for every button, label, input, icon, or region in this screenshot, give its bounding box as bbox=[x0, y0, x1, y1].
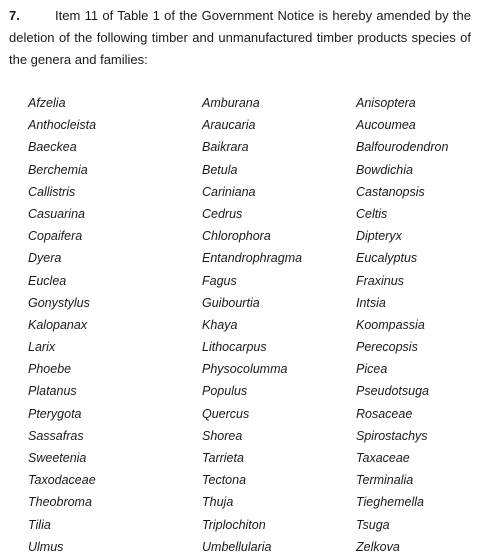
species-name: Lithocarpus bbox=[202, 340, 267, 355]
species-name: Anisoptera bbox=[356, 96, 416, 110]
species-name: Anthocleista bbox=[28, 118, 97, 133]
species-column-2 bbox=[202, 92, 302, 558]
species-name: Aucoumea bbox=[356, 118, 416, 133]
species-name: Sweetenia bbox=[28, 451, 87, 465]
species-name: Copaifera bbox=[28, 229, 83, 244]
species-name: Tilia bbox=[28, 517, 51, 532]
species-name: Rosaceae bbox=[356, 406, 413, 421]
species-name: Afzelia bbox=[28, 96, 66, 110]
species-name: Larix bbox=[28, 340, 56, 355]
species-column-1 bbox=[28, 92, 96, 558]
species-name: Eucalyptus bbox=[356, 251, 418, 266]
species-name: Callistris bbox=[28, 184, 76, 199]
species-name: Euclea bbox=[28, 273, 67, 288]
species-name: Umbellularia bbox=[202, 539, 272, 554]
species-name: Gonystylus bbox=[28, 295, 90, 310]
species-name: Baeckea bbox=[28, 140, 77, 155]
amendment-text-block bbox=[9, 5, 471, 71]
species-name: Araucaria bbox=[202, 118, 256, 133]
species-name: Intsia bbox=[356, 295, 386, 310]
paragraph-number: 7. bbox=[9, 8, 20, 23]
species-name: Taxodaceae bbox=[28, 473, 96, 488]
species-name: Guibourtia bbox=[202, 295, 260, 310]
species-name: Tieghemella bbox=[356, 495, 424, 510]
species-name: Khaya bbox=[202, 317, 238, 332]
species-name: Quercus bbox=[202, 406, 250, 421]
species-name: Dyera bbox=[28, 251, 62, 266]
species-name: Taxaceae bbox=[356, 451, 410, 465]
species-name: Picea bbox=[356, 362, 388, 377]
species-name: Phoebe bbox=[28, 362, 72, 377]
species-name: Sassafras bbox=[28, 428, 84, 443]
species-name: Ulmus bbox=[28, 539, 64, 554]
species-name: Tsuga bbox=[356, 517, 390, 532]
species-name: Berchemia bbox=[28, 162, 88, 177]
species-name: Kalopanax bbox=[28, 317, 88, 332]
species-name: Tarrieta bbox=[202, 451, 244, 465]
species-name: Populus bbox=[202, 384, 248, 399]
species-name: Perecopsis bbox=[356, 340, 418, 355]
species-name: Spirostachys bbox=[356, 428, 428, 443]
species-name: Betula bbox=[202, 162, 238, 177]
species-name: Koompassia bbox=[356, 317, 425, 332]
species-name: Bowdichia bbox=[356, 162, 413, 177]
amendment-paragraph bbox=[9, 5, 471, 71]
species-name: Physocolumma bbox=[202, 362, 288, 377]
species-name: Casuarina bbox=[28, 206, 85, 221]
species-name: Tectona bbox=[202, 473, 247, 488]
species-name: Theobroma bbox=[28, 495, 92, 510]
species-name: Shorea bbox=[202, 428, 243, 443]
species-name: Terminalia bbox=[356, 473, 414, 488]
species-name: Platanus bbox=[28, 384, 77, 399]
species-name: Dipteryx bbox=[356, 229, 402, 244]
species-name: Fagus bbox=[202, 273, 237, 288]
species-name: Fraxinus bbox=[356, 273, 404, 288]
species-name: Zelkova bbox=[356, 539, 400, 554]
species-name: Amburana bbox=[202, 96, 260, 110]
species-name: Chlorophora bbox=[202, 229, 271, 244]
species-column-3 bbox=[356, 92, 448, 558]
species-name: Castanopsis bbox=[356, 184, 425, 199]
species-name: Thuja bbox=[202, 495, 234, 510]
species-name: Pseudotsuga bbox=[356, 384, 429, 399]
species-name: Cedrus bbox=[202, 206, 243, 221]
species-name: Cariniana bbox=[202, 184, 256, 199]
species-name: Balfourodendron bbox=[356, 140, 449, 155]
species-name: Entandrophragma bbox=[202, 251, 303, 266]
species-name: Baikrara bbox=[202, 140, 249, 155]
species-name: Pterygota bbox=[28, 406, 82, 421]
species-name: Triplochiton bbox=[202, 517, 266, 532]
species-name: Celtis bbox=[356, 206, 388, 221]
amendment-text: Item 11 of Table 1 of the Government Notice is hereby amended by the deletion of the following timber and unmanufactured timber products species of the genera and families: bbox=[9, 8, 471, 67]
